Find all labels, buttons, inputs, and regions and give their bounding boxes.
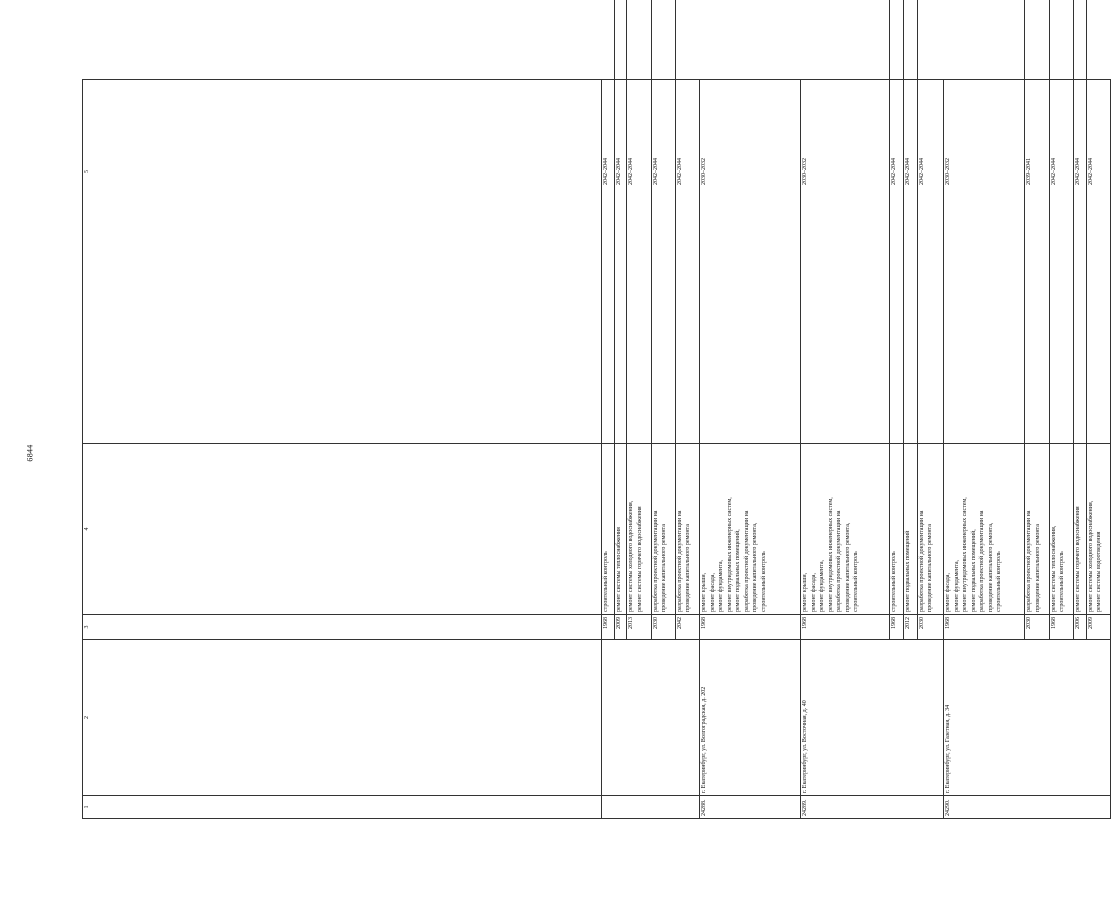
work-line: ремонт системы теплоснабжения [615, 527, 622, 612]
period-cell: 2042–2044 [889, 0, 903, 444]
work-line: ремонт фасада, [709, 573, 716, 612]
works-cell [651, 444, 675, 615]
period-cell: 2042–2044 [627, 0, 651, 444]
period-cell: 2042–2044 [1049, 0, 1073, 444]
year-cell: 2030 [917, 615, 943, 640]
column-header-2: 2 [83, 640, 602, 796]
period-cell: 2042–2044 [903, 0, 917, 444]
item-row [1074, 0, 1087, 639]
work-line: разработка проектной документации на [836, 510, 842, 612]
item-row [889, 0, 903, 639]
works-cell [903, 444, 917, 615]
work-line: ремонт системы горячего водоснабжения [636, 506, 643, 612]
period-cell: 2030–2032 [944, 0, 1025, 444]
record-subtable [602, 0, 699, 639]
works-cell [614, 444, 627, 615]
work-line: разработка проектной документации на [676, 510, 683, 612]
work-line: проведение капитального ремонта, [844, 522, 851, 612]
period-cell: 2030–2032 [701, 158, 707, 185]
record-address: г. Екатеринбург, ул. Восточная, д. 40 [801, 640, 944, 796]
work-line: проведение капитального ремонта [1034, 524, 1041, 612]
period-cell: 2042–2044 [602, 0, 614, 444]
work-line: ремонт системы теплоснабжения, [1050, 525, 1057, 612]
work-line: ремонт внутридомовых инженерных систем, [726, 497, 733, 612]
record-items [801, 80, 944, 640]
works-cell [602, 444, 614, 615]
record-subtable [700, 0, 800, 639]
work-line: проведение капитального ремонта [927, 524, 934, 612]
record-row [700, 80, 801, 819]
record-number: 24290. [944, 796, 1111, 819]
works-cell [1049, 444, 1073, 615]
item-row [675, 0, 699, 639]
period-cell: 2042–2044 [614, 0, 627, 444]
item-row [1086, 0, 1110, 639]
work-line: ремонт фундамента, [718, 560, 724, 612]
column-header-5: 5 [84, 170, 90, 173]
work-line: проведение капитального ремонта [661, 524, 668, 612]
page-number: 6844 [25, 444, 35, 462]
work-line: разработка проектной документации на [1026, 510, 1033, 612]
work-line: ремонт системы горячего водоснабжения [1075, 506, 1082, 612]
item-row [627, 0, 651, 639]
work-line: ремонт крыши, [802, 572, 808, 612]
year-cell: 2042 [675, 615, 699, 640]
year-cell: 1968 [801, 615, 889, 640]
item-row [602, 0, 614, 639]
item-row [801, 0, 889, 639]
year-cell: 2012 [903, 615, 917, 640]
record-items [944, 80, 1111, 640]
period-cell: 2030–2032 [801, 0, 889, 444]
work-line: проведение капитального ремонта, [752, 522, 758, 612]
item-row [1025, 0, 1049, 639]
works-cell [1074, 444, 1087, 615]
record-number: 24288. [700, 796, 801, 819]
works-cell [627, 444, 651, 615]
work-line: ремонт подвальных помещений [904, 530, 911, 612]
year-cell: 1968 [602, 615, 614, 640]
work-line: ремонт крыши, [701, 572, 707, 612]
year-cell: 2013 [627, 615, 651, 640]
works-cell [944, 444, 1025, 615]
year-cell: 1968 [1049, 615, 1073, 640]
work-line: ремонт внутридомовых инженерных систем, [962, 497, 968, 612]
works-cell [917, 444, 943, 615]
work-line: ремонт фасада, [810, 573, 817, 612]
work-line: строительный контроль [1059, 551, 1066, 612]
work-line: проведение капитального ремонта, [987, 522, 994, 612]
record-address: г. Екатеринбург, ул. Газетная, д. 34 [944, 640, 1111, 796]
work-line: ремонт фундамента, [953, 560, 960, 612]
record-subtable [944, 0, 1110, 639]
record-row [944, 80, 1111, 819]
work-line: строительный контроль [996, 551, 1002, 612]
period-cell: 2042–2044 [918, 158, 925, 185]
work-line: ремонт системы холодного водоснабжения, [628, 500, 635, 612]
works-cell [889, 444, 903, 615]
period-cell: 2042–2044 [1074, 0, 1087, 444]
item-row [1049, 0, 1073, 639]
work-line: разработка проектной документации на [652, 510, 659, 612]
work-line: ремонт фасада, [945, 573, 951, 612]
record-row [602, 80, 700, 819]
year-cell: 1968 [700, 615, 800, 640]
year-cell: 2009 [614, 615, 627, 640]
item-row [651, 0, 675, 639]
work-line: строительный контроль [603, 551, 609, 612]
works-cell [700, 444, 800, 615]
works-cell [1086, 444, 1110, 615]
repair-schedule-table [82, 79, 1111, 819]
record-items [602, 80, 700, 640]
year-cell: 2006 [1074, 615, 1087, 640]
work-line: строительный контроль [890, 551, 897, 612]
work-line: ремонт системы холодного водоснабжения, [1087, 500, 1094, 612]
column-header-3: 3 [83, 615, 601, 640]
work-line: разработка проектной документации на [979, 510, 985, 612]
item-row [614, 0, 627, 639]
period-cell: 2042–2044 [651, 0, 675, 444]
record-address: г. Екатеринбург, ул. Волгоградская, д. 202 [700, 640, 801, 796]
record-number: 24289. [801, 796, 944, 819]
record-items [700, 80, 801, 640]
item-row [700, 0, 800, 639]
period-cell: 2042–2044 [1087, 158, 1094, 185]
work-line: ремонт подвальных помещений, [970, 529, 977, 612]
record-address [602, 640, 700, 796]
work-line: ремонт подвальных помещений, [735, 529, 741, 612]
year-cell: 1968 [889, 615, 903, 640]
column-header-row [83, 80, 602, 819]
rotated-register-page [82, 80, 1103, 819]
period-cell: 2039–2041 [1025, 0, 1049, 444]
work-line: разработка проектной документации на [918, 510, 925, 612]
record-subtable [801, 0, 943, 639]
item-row [903, 0, 917, 639]
item-row [944, 0, 1025, 639]
record-row [801, 80, 944, 819]
work-line: разработка проектной документации на [743, 510, 750, 612]
column-header-4: 4 [83, 444, 601, 615]
work-line: строительный контроль [760, 551, 767, 612]
works-cell [801, 444, 889, 615]
work-line: проведение капитального ремонта [685, 524, 692, 612]
works-cell [1025, 444, 1049, 615]
work-line: строительный контроль [853, 551, 859, 612]
year-cell: 2030 [1025, 615, 1049, 640]
year-cell: 2009 [1086, 615, 1110, 640]
column-header-1: 1 [83, 796, 602, 819]
works-cell [675, 444, 699, 615]
year-cell: 1968 [944, 615, 1025, 640]
item-row [917, 0, 943, 639]
work-line: ремонт внутридомовых инженерных систем, [827, 497, 834, 612]
year-cell: 2030 [651, 615, 675, 640]
work-line: ремонт фундамента, [819, 560, 825, 612]
record-number [602, 796, 700, 819]
work-line: ремонт системы водоотведения [1096, 531, 1103, 612]
period-cell: 2042–2044 [676, 158, 683, 185]
